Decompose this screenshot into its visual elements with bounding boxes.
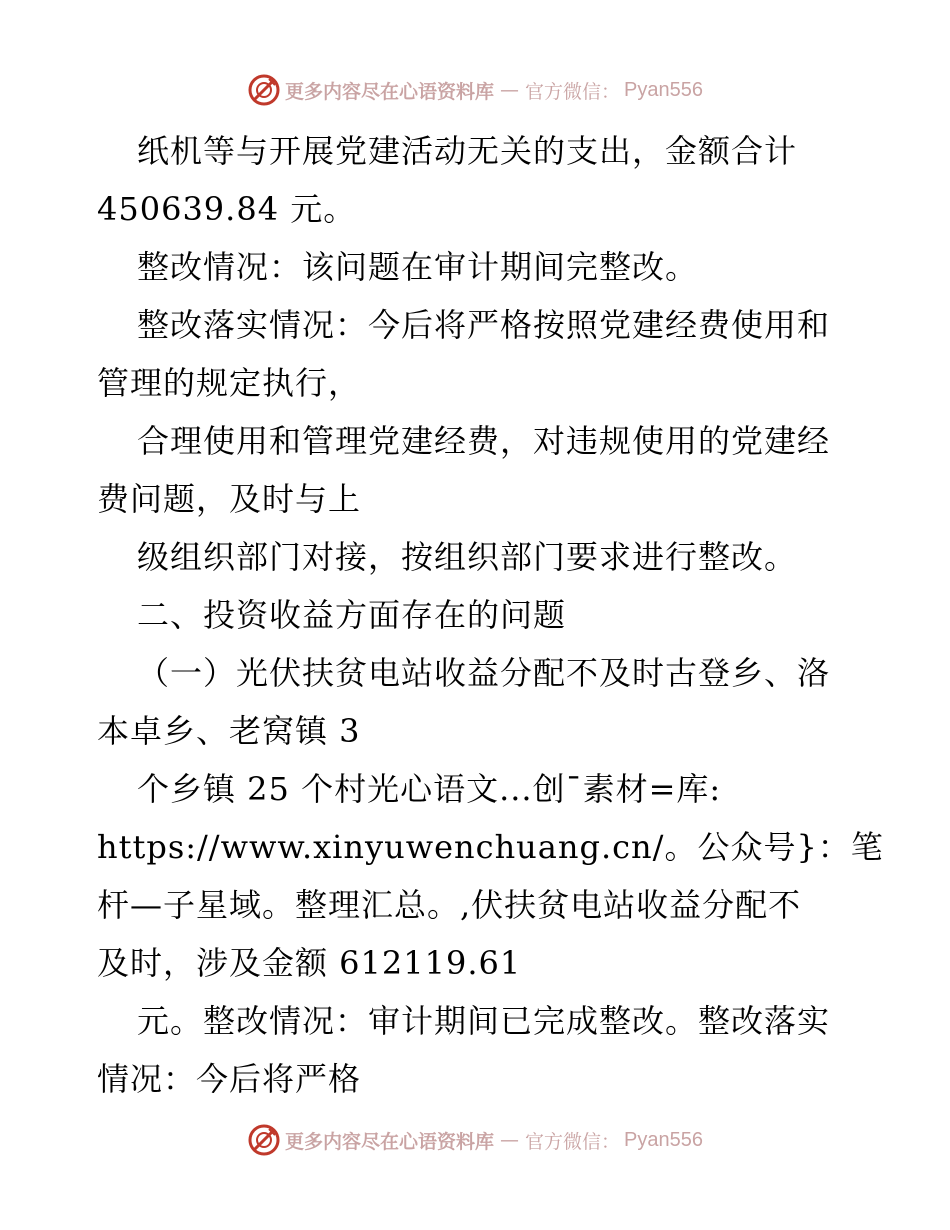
brand-logo-icon [247, 73, 281, 107]
text-line: 纸机等与开展党建活动无关的支出，金额合计 [137, 132, 798, 170]
text-line: 杆—子星域。整理汇总。,伏扶贫电站收益分配不 [97, 886, 802, 924]
text-line: 元。整改情况：审计期间已完成整改。整改落实 [137, 1002, 831, 1040]
banner-wechat-id: Pyan556 [624, 1128, 703, 1151]
document-body [97, 122, 884, 1108]
text-line: 及时，涉及金额 612119.61 [97, 944, 522, 982]
banner-separator: — [500, 79, 520, 101]
section-heading: 二、投资收益方面存在的问题 [137, 596, 567, 634]
brand-logo-icon [247, 1123, 281, 1157]
banner-main-text: 更多内容尽在心语资料库 [285, 80, 495, 103]
text-line: 情况：今后将严格 [97, 1060, 362, 1098]
banner-separator: — [500, 1129, 520, 1151]
text-line: 本卓乡、老窝镇 3 [97, 712, 361, 750]
text-line: 级组织部门对接，按组织部门要求进行整改。 [137, 538, 798, 576]
text-line: https://www.xinyuwenchuang.cn/。公众号}：笔 [97, 828, 884, 866]
header-watermark-banner [0, 70, 950, 110]
footer-watermark-banner [0, 1120, 950, 1160]
banner-main-text: 更多内容尽在心语资料库 [285, 1130, 495, 1153]
banner-wechat-label: 官方微信： [525, 1130, 621, 1153]
text-line: 整改落实情况：今后将严格按照党建经费使用和 [137, 306, 831, 344]
subsection-heading: （一）光伏扶贫电站收益分配不及时古登乡、洛 [137, 654, 831, 692]
text-line: 整改情况：该问题在审计期间完整改。 [137, 248, 699, 286]
banner-wechat-id: Pyan556 [624, 78, 703, 101]
text-line: 个乡镇 25 个村光心语文...创¯素材=库: [137, 770, 722, 808]
text-line: 450639.84 元。 [97, 190, 357, 228]
text-line: 合理使用和管理党建经费，对违规使用的党建经 [137, 422, 831, 460]
text-line: 管理的规定执行， [97, 364, 362, 402]
text-line: 费问题，及时与上 [97, 480, 362, 518]
banner-wechat-label: 官方微信： [525, 80, 621, 103]
